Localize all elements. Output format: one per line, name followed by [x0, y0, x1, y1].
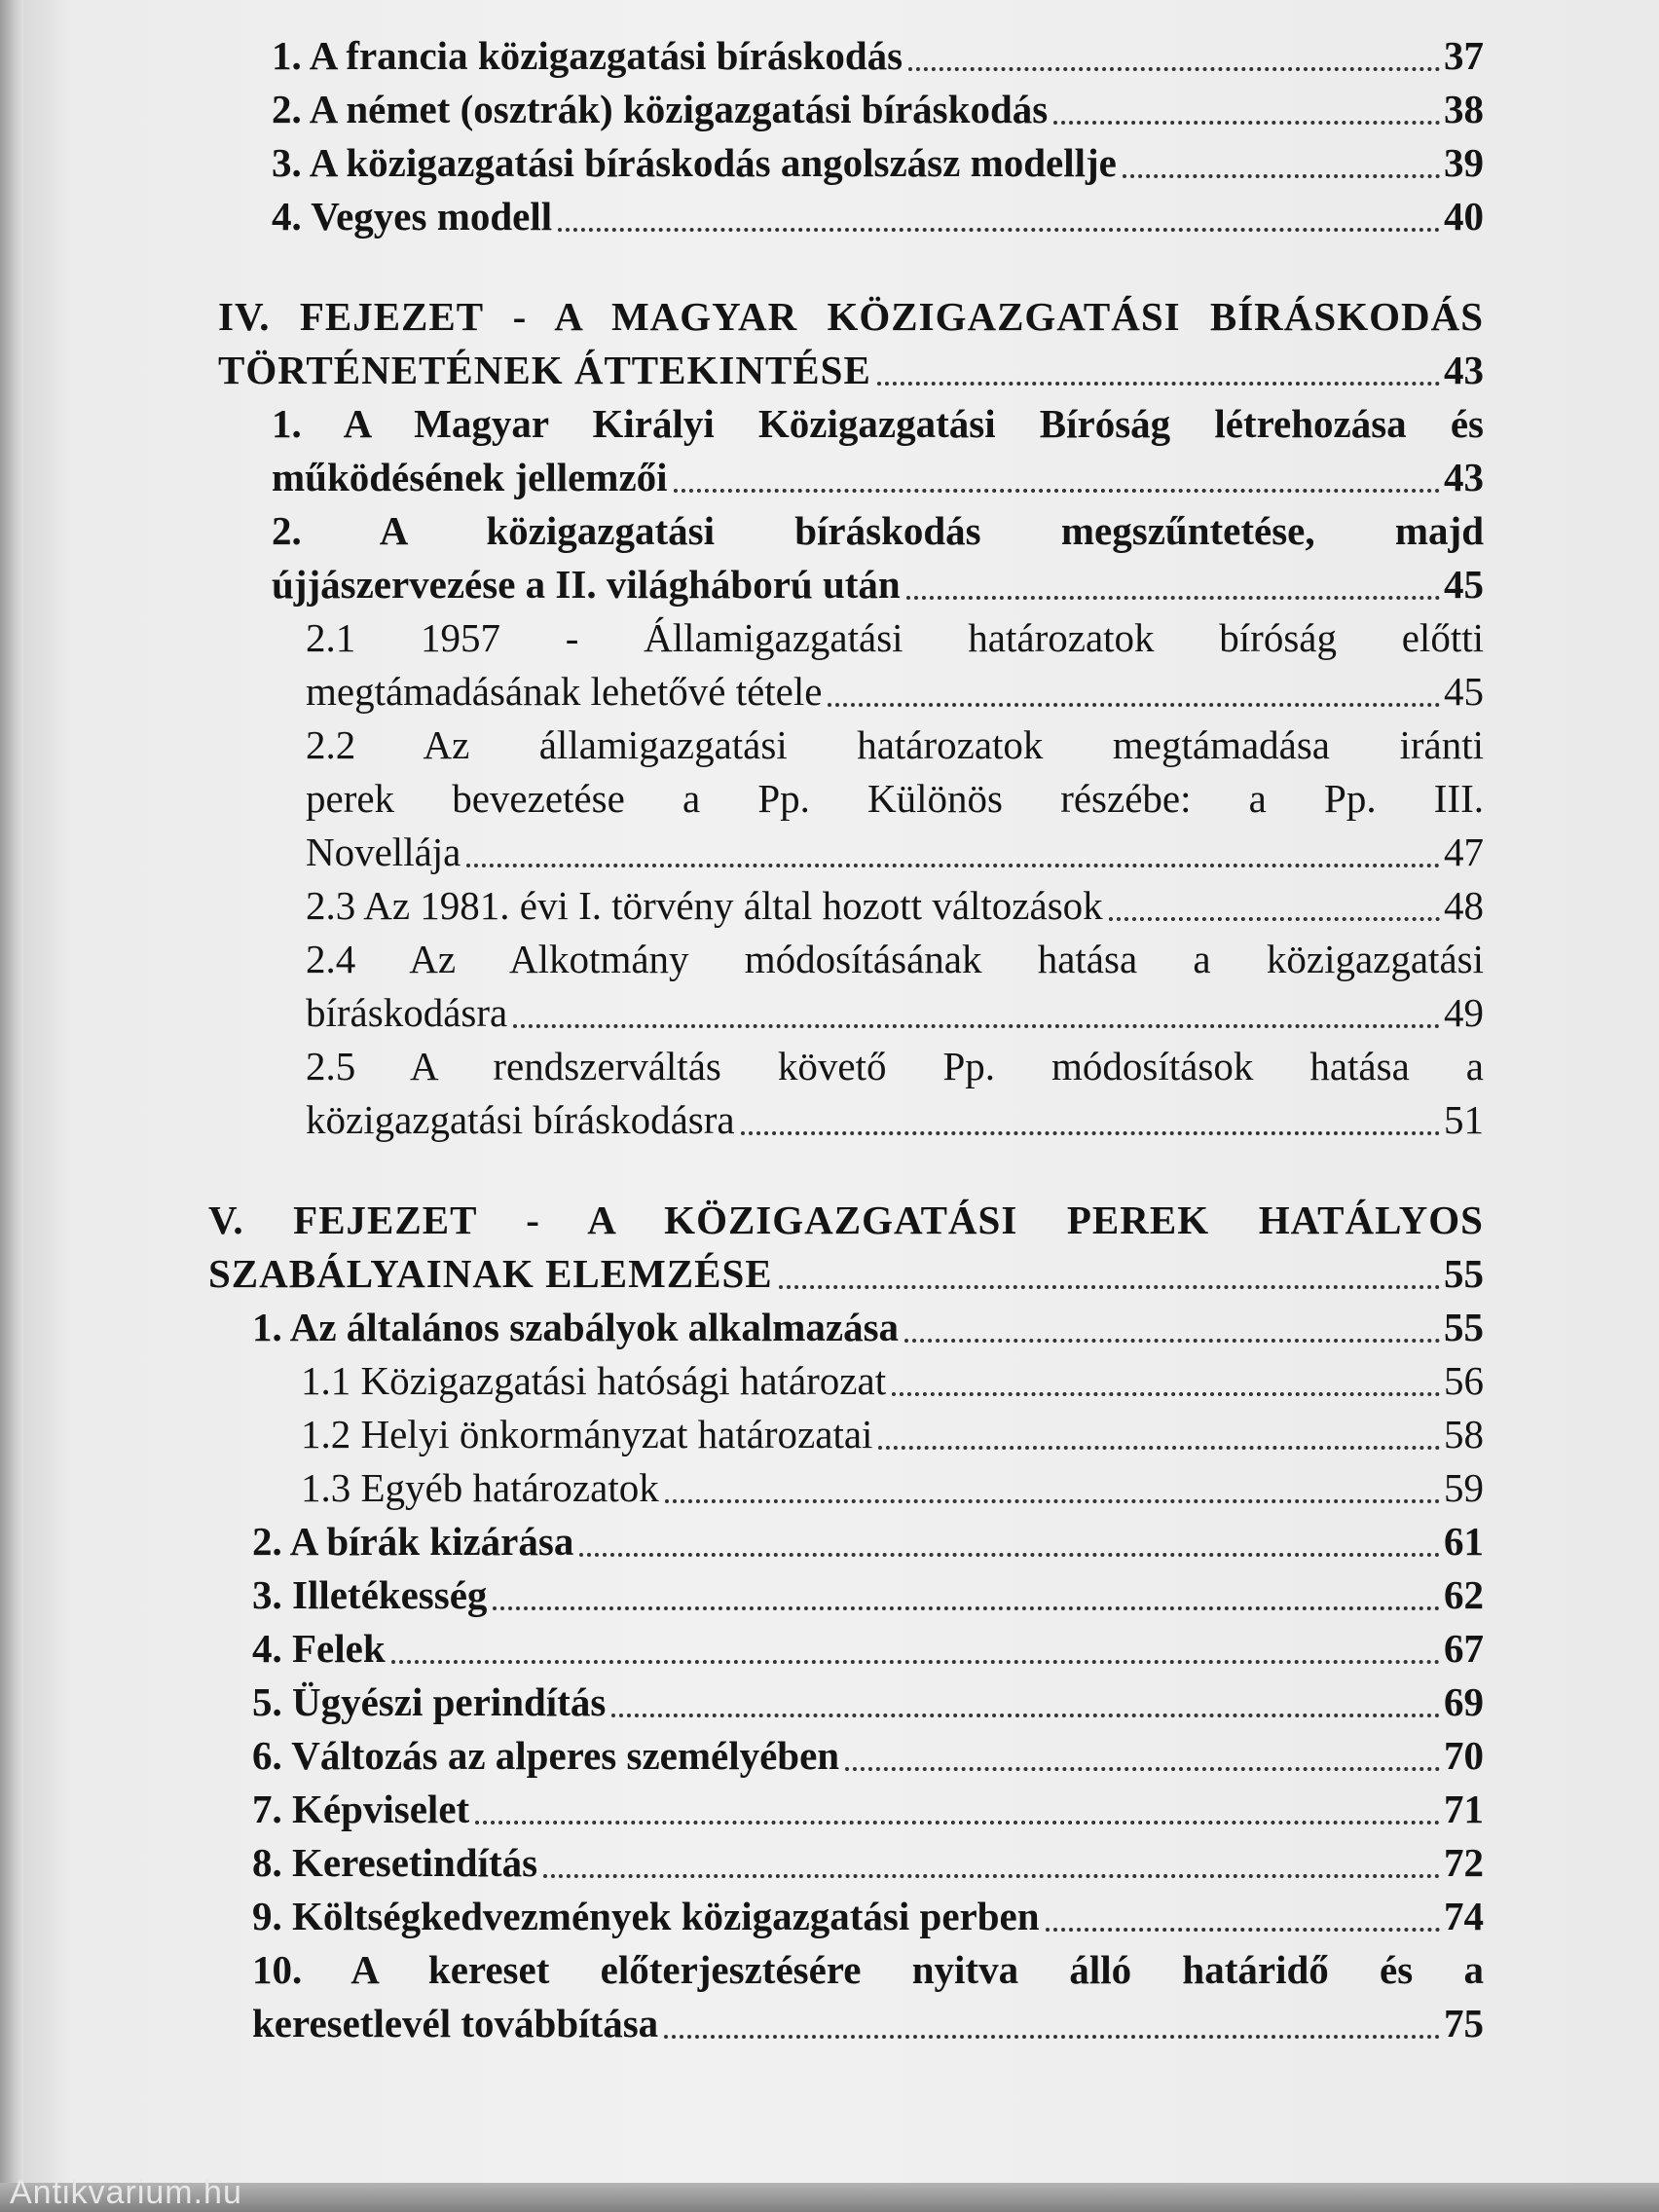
toc-subentry [218, 879, 1484, 933]
toc-entry [218, 1515, 1484, 1568]
toc-page-number: 47 [1444, 830, 1484, 874]
leader-dots [558, 228, 1440, 232]
leader-dots [466, 864, 1440, 867]
toc-entry [218, 1836, 1484, 1890]
toc-subentry [218, 1354, 1484, 1408]
toc-page-number: 69 [1444, 1679, 1484, 1724]
toc-page-number: 58 [1444, 1412, 1484, 1456]
toc-entry [218, 1568, 1484, 1622]
toc-page-number: 37 [1444, 33, 1484, 78]
leader-dots [1109, 917, 1440, 921]
toc-entry-title: 2. A közigazgatási bíráskodás megszűntetése, majd [272, 508, 1484, 553]
toc-entry-title: 7. Képviselet [252, 1787, 470, 1831]
toc-page-number: 70 [1444, 1733, 1484, 1778]
toc-entry-title: 1. Az általános szabályok alkalmazása [252, 1305, 900, 1349]
toc-page-number: 62 [1444, 1572, 1484, 1617]
toc-page-number: 51 [1444, 1097, 1484, 1142]
toc-entry-title: 1. A Magyar Királyi Közigazgatási Bíróság létrehozása és [272, 401, 1484, 446]
chapter-title-entry [218, 344, 1484, 397]
leader-dots [906, 596, 1440, 600]
toc-page-number: 45 [1444, 669, 1484, 714]
toc-page-number: 43 [1444, 348, 1484, 392]
toc-subentry [218, 933, 1484, 1040]
leader-dots [908, 67, 1440, 71]
leader-dots [611, 1714, 1440, 1717]
toc-entry-title: bíráskodásra [306, 990, 508, 1035]
leader-dots [741, 1131, 1440, 1135]
toc-entry-title: 3. A közigazgatási bíráskodás angolszász modellje [272, 140, 1117, 185]
toc-entry-title: 1.2 Helyi önkormányzat határozatai [301, 1412, 873, 1456]
leader-dots [1053, 121, 1440, 125]
leader-dots [877, 382, 1440, 386]
leader-dots [493, 1606, 1440, 1610]
toc-entry-title: megtámadásának lehetővé tétele [306, 669, 823, 714]
toc-entry-title: 1.1 Közigazgatási hatósági határozat [301, 1358, 887, 1403]
leader-dots [475, 1821, 1440, 1825]
toc-entry [218, 1890, 1484, 1943]
toc-entry [218, 1301, 1484, 1354]
toc-page-number: 71 [1444, 1787, 1484, 1831]
chapter-title-line: IV. FEJEZET - A MAGYAR KÖZIGAZGATÁSI BÍRÁSKODÁS [218, 294, 1484, 339]
toc-entry [218, 136, 1484, 190]
toc-page-number: 48 [1444, 883, 1484, 928]
toc-subentry [218, 1408, 1484, 1461]
chapter-title-line: SZABÁLYAINAK ELEMZÉSE [208, 1251, 773, 1296]
toc-entry-title: közigazgatási bíráskodásra [306, 1097, 735, 1142]
chapter-heading-v [208, 1194, 1484, 1301]
toc-page-number: 67 [1444, 1626, 1484, 1671]
toc-entry-title: 3. Illetékesség [252, 1572, 488, 1617]
toc-subentry [218, 1461, 1484, 1515]
book-page [23, 0, 1659, 2212]
toc-entry-title: perek bevezetése a Pp. Különös részébe: a Pp. III. [306, 776, 1484, 821]
leader-dots [779, 1285, 1440, 1289]
book-spine-edge [0, 0, 23, 2212]
toc-page-number: 72 [1444, 1840, 1484, 1885]
toc-entry-title: 2.3 Az 1981. évi I. törvény által hozott változások [306, 883, 1103, 928]
toc-page-number: 59 [1444, 1465, 1484, 1510]
toc-page-number: 55 [1444, 1305, 1484, 1349]
leader-dots [892, 1392, 1440, 1396]
toc-page-number: 38 [1444, 87, 1484, 131]
toc-entry-title: 8. Keresetindítás [252, 1840, 538, 1885]
toc-entry-title: 2.4 Az Alkotmány módosításának hatása a közigazgatási [306, 937, 1484, 981]
toc-entry-title: 9. Költségkedvezmények közigazgatási perben [252, 1894, 1040, 1938]
toc-entry-title: 5. Ügyészi perindítás [252, 1679, 607, 1724]
toc-entry-title: újjászervezése a II. világháború után [272, 562, 901, 607]
leader-dots [513, 1024, 1440, 1028]
toc-entry [218, 504, 1484, 611]
toc-entry-title: 1. A francia közigazgatási bíráskodás [272, 33, 903, 78]
toc-entry [218, 83, 1484, 136]
toc-entry [218, 1943, 1484, 2050]
toc-entry [218, 29, 1484, 83]
toc-entry-title: keresetlevél továbbítása [252, 2001, 659, 2046]
toc-page-number: 40 [1444, 194, 1484, 239]
leader-dots [664, 2035, 1440, 2039]
watermark: Antikvarium.hu [10, 2174, 242, 2211]
toc-page-number: 55 [1444, 1251, 1484, 1296]
toc-page-number: 49 [1444, 990, 1484, 1035]
toc-entry [218, 190, 1484, 243]
toc-page-number: 75 [1444, 2001, 1484, 2046]
toc-page-number: 74 [1444, 1894, 1484, 1938]
toc-entry-title: 2.5 A rendszerváltás követő Pp. módosítások hatása a [306, 1044, 1484, 1088]
toc-entry-title: Novellája [306, 830, 461, 874]
chapter-title-line: TÖRTÉNETÉNEK ÁTTEKINTÉSE [218, 348, 871, 392]
toc-entry [218, 1676, 1484, 1729]
toc-page-number: 45 [1444, 562, 1484, 607]
toc-page-number: 43 [1444, 455, 1484, 499]
toc-subentry [218, 719, 1484, 879]
toc-entry-title: 4. Vegyes modell [272, 194, 553, 239]
toc-entry [218, 1622, 1484, 1676]
leader-dots [1123, 174, 1440, 178]
leader-dots [878, 1446, 1440, 1450]
bottom-shadow-band [0, 2183, 1659, 2212]
toc-entry-title: 2. A bírák kizárása [252, 1519, 574, 1564]
toc-subentry [218, 1040, 1484, 1147]
leader-dots [579, 1553, 1440, 1557]
toc-page-number: 39 [1444, 140, 1484, 185]
toc-entry-title: 1.3 Egyéb határozatok [301, 1465, 659, 1510]
leader-dots [904, 1339, 1440, 1343]
toc-page-number: 61 [1444, 1519, 1484, 1564]
toc-entry-title: 2. A német (osztrák) közigazgatási bíráskodás [272, 87, 1049, 131]
leader-dots [665, 1499, 1440, 1503]
toc-entry-title: 2.1 1957 - Államigazgatási határozatok bíróság előtti [306, 615, 1484, 660]
table-of-contents [208, 29, 1484, 2050]
leader-dots [1046, 1928, 1440, 1932]
leader-dots [845, 1767, 1440, 1771]
leader-dots [391, 1660, 1440, 1664]
toc-subentry [218, 611, 1484, 719]
toc-entry [218, 397, 1484, 504]
toc-entry [218, 1783, 1484, 1836]
leader-dots [543, 1874, 1440, 1878]
toc-entry-title: 6. Változás az alperes személyében [252, 1733, 840, 1778]
toc-entry-title: 10. A kereset előterjesztésére nyitva álló határidő és a [252, 1947, 1484, 1992]
chapter-heading-iv [218, 290, 1484, 397]
chapter-title-line: V. FEJEZET - A KÖZIGAZGATÁSI PEREK HATÁLYOS [208, 1198, 1484, 1242]
toc-page-number: 56 [1444, 1358, 1484, 1403]
leader-dots [674, 489, 1440, 493]
leader-dots [828, 703, 1440, 707]
toc-entry-title: 2.2 Az államigazgatási határozatok megtámadása iránti [306, 722, 1484, 767]
toc-entry-title: 4. Felek [252, 1626, 386, 1671]
toc-entry [218, 1729, 1484, 1783]
chapter-title-entry [208, 1247, 1484, 1301]
toc-entry-title: működésének jellemzői [272, 455, 668, 499]
